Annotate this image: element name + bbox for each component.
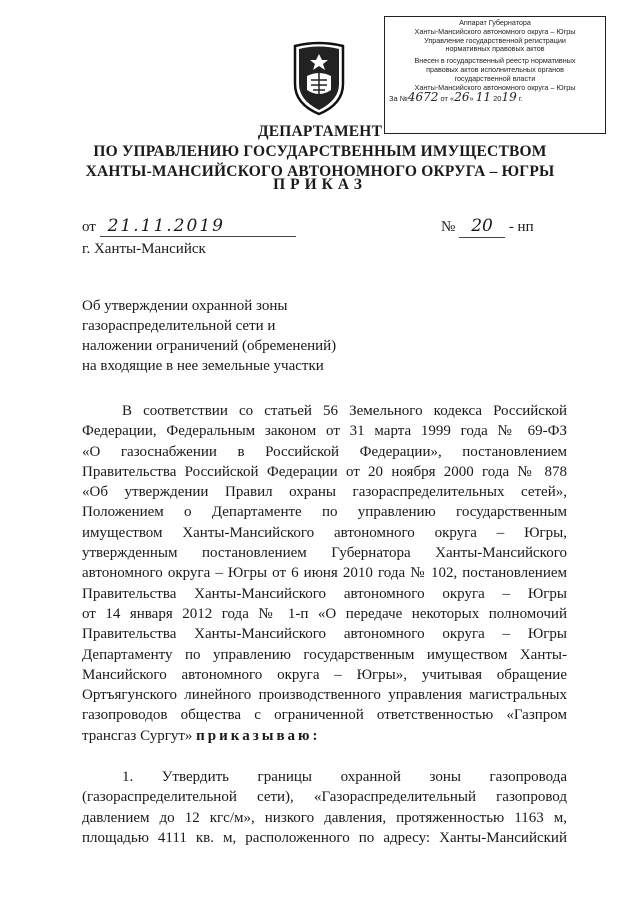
subject-line: наложении ограничений (обременений) [82,338,337,354]
paragraph-line: 1. Утвердить границы охранной зоны газопровода [122,769,567,785]
stamp-reg-year: 19 [501,90,517,105]
paragraph-line: Ортъягунского линейного производственного управления магистральных [82,687,567,704]
paragraph-line: от 14 января 2012 года № 1-п «О передаче некоторых полномочий [82,605,567,622]
preamble-paragraph [82,401,567,746]
date-value: 21.11.2019 [100,218,296,237]
stamp-line: правовых актов исполнительных органов [426,65,564,74]
stamp-reg-month: 11 [475,90,492,105]
paragraph-line: автономного округа – Югры от 6 июня 2010 года № 102, постановлением [82,565,567,582]
paragraph-line: Мансийского автономного округа – Югры», учитывая обращение [82,666,567,683]
paragraph-last-line [82,726,567,746]
stamp-line: Ханты-Мансийского автономного округа – Югры [414,27,576,36]
order-word: приказываю: [196,727,321,744]
city: г. Ханты-Мансийск [82,241,206,257]
stamp-line: Управление государственной регистрации [424,36,566,45]
stamp-line: Ханты-Мансийского автономного округа – Югры [414,83,576,92]
number-suffix: - нп [508,219,534,235]
stamp-reg-day: 26 [454,90,470,105]
stamp-line: Аппарат Губернатора [459,19,531,27]
stamp-line: государственной власти [454,74,536,83]
stamp-line: нормативных правовых актов [445,45,545,54]
document-type: ПРИКАЗ [273,176,367,193]
department-region: ХАНТЫ-МАНСИЙСКОГО АВТОНОМНОГО ОКРУГА – ЮГРЫ [85,163,555,180]
stamp-reg-number: 4672 [407,90,439,105]
number-value: 20 [459,218,505,238]
paragraph-line: (газораспределительной сети), «Газораспределительный газопровод [82,789,567,806]
paragraph-line: «Об утверждении Правил охраны газораспределительных сетей», [82,484,567,501]
paragraph-line: давлением до 12 кгс/м», низкого давления, протяженностью 1163 м, [82,809,567,826]
paragraph-line: Правительства Ханты-Мансийского автономного округа – Югры [82,626,567,643]
department-header [0,122,640,182]
paragraph-line: Федерации, Федеральным законом от 31 марта 1999 года № 69-ФЗ [82,423,567,440]
paragraph-line: Правительства Ханты-Мансийского автономного округа – Югры [82,585,567,602]
subject-line: Об утверждении охранной зоны [82,298,288,314]
paragraph-line: утвержденным постановлением Губернатора Ханты-Мансийского [82,545,567,562]
date-label: от [82,219,96,235]
number-row [441,218,534,238]
paragraph-line: имуществом Ханты-Мансийского автономного округа – Югры, [82,524,567,541]
number-label: № [441,219,456,235]
date-row [82,218,296,237]
department-title: ДЕПАРТАМЕНТ [257,123,383,140]
paragraph-line: Департаменту по управлению государственным имуществом Ханты- [82,646,567,663]
order-item-1 [82,767,567,848]
paragraph-line: площадью 4111 кв. м, расположенного по адресу: Ханты-Мансийский [82,829,567,846]
registration-stamp [384,16,606,134]
subject-line: газораспределительной сети и [82,318,276,334]
document-subject [82,296,412,376]
stamp-registration-line: За №4672 от «26» 11 2019 г. [389,90,523,105]
stamp-line: Внесен в государственный реестр нормативных [414,57,576,66]
paragraph-line: Правительства Российской Федерации от 20 ноября 2000 года № 878 [82,463,567,480]
paragraph-line: В соответствии со статьей 56 Земельного кодекса Российской [122,403,567,419]
paragraph-line: «О газоснабжении в Российской Федерации», постановлением [82,443,567,460]
subject-line: на входящие в нее земельные участки [82,358,324,374]
coat-of-arms-icon [289,40,349,116]
paragraph-line: Положением о Департаменте по управлению государственным [82,504,567,521]
paragraph-line: газопроводов общества с ограниченной ответственностью «Газпром [82,707,567,724]
department-subtitle: ПО УПРАВЛЕНИЮ ГОСУДАРСТВЕННЫМ ИМУЩЕСТВОМ [93,143,547,160]
paragraph-line-text: трансгаз Сургут» [82,727,193,744]
